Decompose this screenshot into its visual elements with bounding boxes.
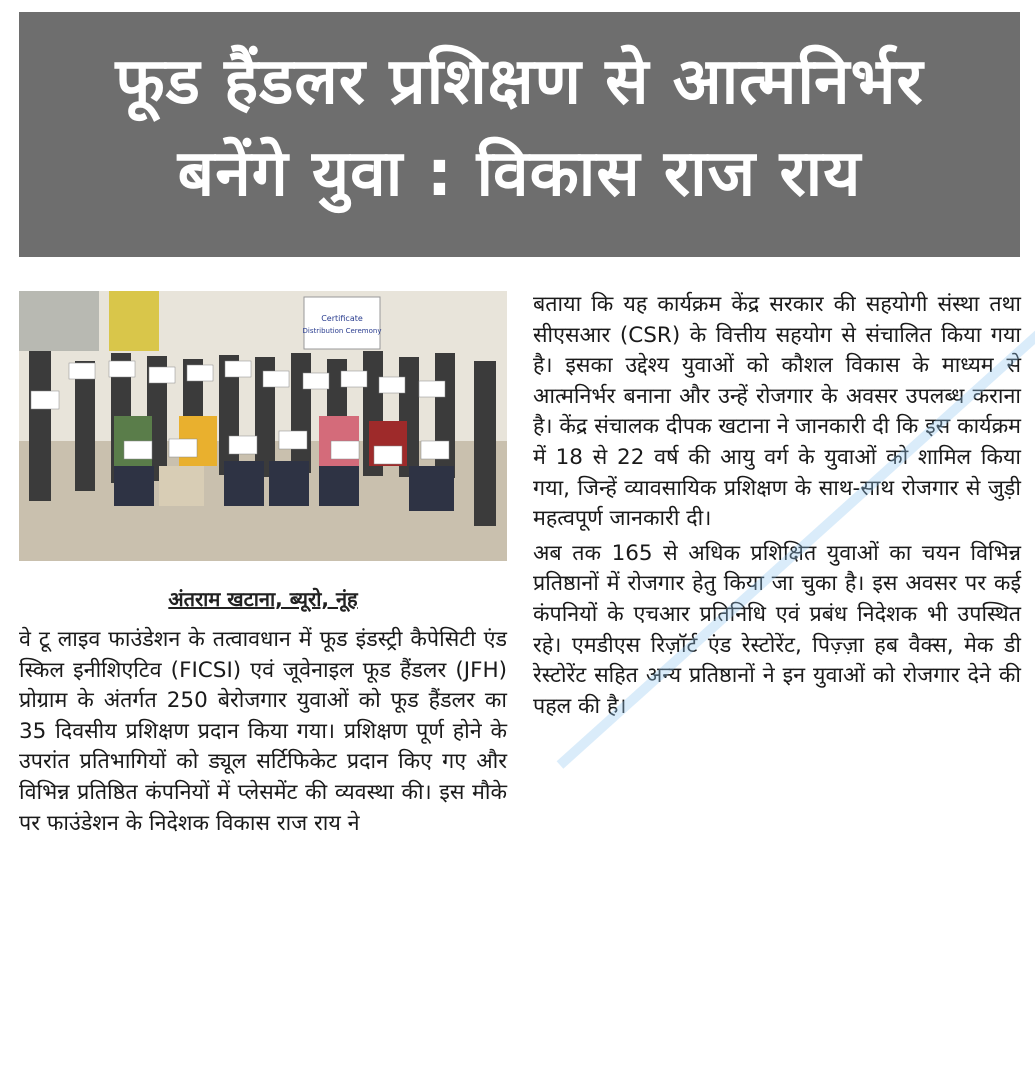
headline <box>19 12 1020 257</box>
group-photo-illustration <box>19 291 507 561</box>
article-paragraph: बताया कि यह कार्यक्रम केंद्र सरकार की सहयोगी संस्था तथा सीएसआर (CSR) के वित्तीय सहयोग से संचालित किया गया है। इसका उद्देश्य युवाओं को कौशल विकास के माध्यम से आत्मनिर्भर बनाना और उन्हें रोजगार के अवसर उपलब्ध कराना है। केंद्र संचालक दीपक खटाना ने जानकारी दी कि इस कार्यक्रम में 18 से 22 वर्ष की आयु वर्ग के युवाओं को शामिल किया गया, जिन्हें व्यावसायिक प्रशिक्षण के साथ-साथ रोजगार से जुड़ी महत्वपूर्ण जानकारी दी। <box>533 292 1021 532</box>
banner-text-2: Distribution Ceremony <box>302 327 382 335</box>
banner-text-1: Certificate <box>321 314 363 323</box>
article-paragraph: अब तक 165 से अधिक प्रशिक्षित युवाओं का चयन विभिन्न प्रतिष्ठानों में रोजगार हेतु किया जा चुका है। इस अवसर पर कई कंपनियों के एचआर प्रतिनिधि एवं प्रबंध निदेशक भी उपस्थित रहे। एमडीएस रिज़ॉर्ट एंड रेस्टोरेंट, पिज़्ज़ा हब वैक्स, मेक डी रेस्टोरेंट सहित अन्य प्रतिष्ठानों ने इन युवाओं को रोजगार देने की पहल की है। <box>533 540 1021 719</box>
article-paragraph: वे टू लाइव फाउंडेशन के तत्वावधान में फूड इंडस्ट्री कैपेसिटी एंड स्किल इनीशिएटिव (FICSI) एवं जूवेनाइल फूड हैंडलर (JFH) प्रोग्राम के अंतर्गत 250 बेरोजगार युवाओं को फूड हैंडलर का 35 दिवसीय प्रशिक्षण प्रदान किया गया। प्रशिक्षण पूर्ण होने के उपरांत प्रतिभागियों को ड्यूल सर्टिफिकेट प्रदान किए गए और विभिन्न प्रतिष्ठित कंपनियों में प्लेसमेंट की व्यवस्था की। इस मौके पर फाउंडेशन के निदेशक विकास राज राय ने <box>19 627 507 836</box>
article-left-column <box>19 625 507 839</box>
article-right-column <box>533 290 1021 722</box>
headline-line-2: बनेंगे युवा : विकास राज राय <box>177 137 862 211</box>
group-photo <box>19 291 507 561</box>
byline: अंतराम खटाना, ब्यूरो, नूंह <box>168 587 358 611</box>
headline-line-1: फूड हैंडलर प्रशिक्षण से आत्मनिर्भर <box>115 45 924 119</box>
